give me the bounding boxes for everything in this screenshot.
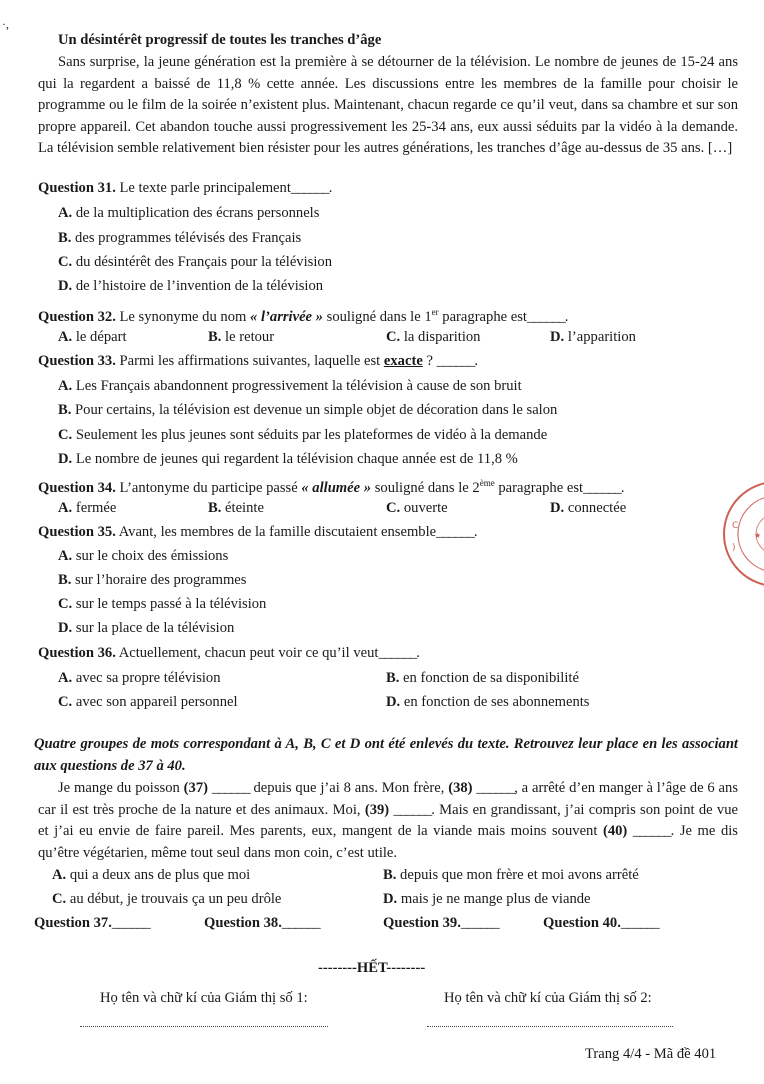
question-label: Question 32. bbox=[38, 308, 116, 325]
option-c: C. sur le temps passé à la télévision bbox=[58, 596, 267, 612]
option-a: A. Les Français abandonnent progressivement la télévision à cause de son bruit bbox=[58, 378, 522, 394]
fill-paragraph: Je mange du poisson (37) ______ depuis que j’ai 8 ans. Mon frère, (38) ______, a arrêté d’en manger à l’âge de 6 ans car il est très proche de la nature et des animaux. Moi, (39) ______. Mais en grandissant, j’ai compris son point de vue et j’ai eu envie de faire pareil. Mes parents, eux, mangent de la viande mais moins souvent (40) ______. Je me dis qu’être végétarien, même tout seul dans mon coin, c’est utile. bbox=[38, 780, 739, 861]
blank-38: (38) bbox=[448, 780, 473, 796]
blank-39: (39) bbox=[364, 801, 390, 818]
option-a: A. le départ bbox=[58, 329, 127, 345]
option-c: C. avec son appareil personnel bbox=[58, 694, 238, 710]
section-instruction: Quatre groupes de mots correspondant à A, B, C et D ont été enlevés du texte. Retrouvez leur place en les associant aux questions de 37 à 40. bbox=[34, 736, 738, 774]
option-b: B. le retour bbox=[208, 329, 275, 345]
option-c: C. ouverte bbox=[386, 500, 448, 516]
option-a: A. sur le choix des émissions bbox=[58, 548, 229, 564]
option-d: D. Le nombre de jeunes qui regardent la télévision chaque année est de 11,8 % bbox=[58, 451, 518, 467]
passage-title: Un désintérêt progressif de toutes les tranches d’âge bbox=[58, 32, 382, 48]
emphasized-word: « allumée » bbox=[301, 479, 372, 496]
svg-text:): ) bbox=[732, 543, 736, 553]
question-label: Question 33. bbox=[38, 353, 116, 369]
official-stamp-icon bbox=[718, 476, 764, 592]
fill-option-a: A. qui a deux ans de plus que moi bbox=[52, 867, 251, 883]
emphasized-word: « l’arrivée » bbox=[250, 308, 323, 325]
edge-mark: ·, bbox=[2, 17, 9, 31]
option-d: D. sur la place de la télévision bbox=[58, 620, 235, 636]
blank-37: (37) bbox=[183, 780, 208, 796]
option-b: B. sur l’horaire des programmes bbox=[58, 572, 247, 588]
answer-blank: ______ bbox=[290, 180, 329, 196]
signature-line-1 bbox=[80, 1026, 328, 1027]
signature-line-2 bbox=[427, 1026, 673, 1027]
question-32: Question 32. Le synonyme du nom « l’arrivée » souligné dans le 1er paragraphe est______. bbox=[38, 307, 569, 325]
underlined-word: exacte bbox=[383, 353, 423, 369]
option-d: D. en fonction de ses abonnements bbox=[386, 694, 590, 710]
answer-blank: ______ bbox=[583, 479, 621, 496]
question-label: Question 35. bbox=[38, 524, 116, 540]
passage-paragraph bbox=[38, 52, 738, 160]
option-d: D. connectée bbox=[550, 500, 627, 516]
option-c: C. la disparition bbox=[386, 329, 481, 345]
fill-option-b: B. depuis que mon frère et moi avons arrêté bbox=[383, 867, 639, 883]
option-b: B. en fonction de sa disponibilité bbox=[386, 670, 579, 686]
question-36: Question 36. Actuellement, chacun peut voir ce qu’il veut______. bbox=[38, 645, 420, 661]
option-d: D. de l’histoire de l’invention de la télévision bbox=[58, 278, 324, 294]
signature-label-1: Họ tên và chữ kí của Giám thị số 1: bbox=[100, 990, 308, 1006]
end-mark: --------HẾT-------- bbox=[318, 960, 426, 976]
svg-text:C: C bbox=[732, 521, 739, 531]
answer-blank: ______ bbox=[436, 353, 475, 369]
option-c: C. du désintérêt des Français pour la télévision bbox=[58, 254, 332, 270]
option-b: B. des programmes télévisés des Français bbox=[58, 230, 302, 246]
option-a: A. fermée bbox=[58, 500, 117, 516]
svg-text:★: ★ bbox=[754, 531, 762, 540]
answer-blank: ______ bbox=[436, 524, 474, 540]
option-b: B. éteinte bbox=[208, 500, 264, 516]
question-label: Question 36. bbox=[38, 645, 116, 661]
question-35: Question 35. Avant, les membres de la famille discutaient ensemble______. bbox=[38, 524, 478, 540]
answer-blank: ______ bbox=[526, 308, 565, 325]
option-a: A. de la multiplication des écrans personnels bbox=[58, 205, 320, 221]
question-33: Question 33. Parmi les affirmations suivantes, laquelle est exacte ? ______. bbox=[38, 353, 479, 369]
question-label: Question 31. bbox=[38, 180, 116, 196]
paragraph-1: Sans surprise, la jeune génération est la première à se détourner de la télévision. Le nombre de jeunes de 15-24 ans qui la regardent a baissé de 11,8 % cette année. Les discussions entre les membres de la famille pour choisir le programme ou le film de la soirée n’existent plus. Maintenant, chacun regarde ce qu’il veut, dans sa chambre et sur son propre appareil. Cet abandon touche aussi progressivement les 25-34 ans, eux aussi séduits par la vidéo à la demande. La télévision semble relativement bien résister pour les autres générations, les tranches d’âge au-dessus de 35 ans. […] bbox=[38, 54, 738, 156]
fill-option-d: D. mais je ne mange plus de viande bbox=[383, 891, 591, 907]
page-footer: Trang 4/4 - Mã đề 401 bbox=[585, 1046, 717, 1062]
answer-blank: ______ bbox=[378, 645, 417, 661]
fill-option-c: C. au début, je trouvais ça un peu drôle bbox=[52, 891, 282, 907]
answer-39: Question 39.______ bbox=[383, 915, 499, 931]
answer-40: Question 40.______ bbox=[543, 915, 659, 931]
signature-label-2: Họ tên và chữ kí của Giám thị số 2: bbox=[444, 990, 652, 1006]
option-a: A. avec sa propre télévision bbox=[58, 670, 221, 686]
question-label: Question 34. bbox=[38, 479, 116, 496]
option-d: D. l’apparition bbox=[550, 329, 636, 345]
answer-38: Question 38.______ bbox=[204, 915, 320, 931]
question-text: Le texte parle principalement bbox=[119, 180, 291, 196]
option-c: C. Seulement les plus jeunes sont séduits par les plateformes de vidéo à la demande bbox=[58, 427, 548, 443]
question-31: Question 31. Le texte parle principalement______. bbox=[38, 180, 333, 196]
blank-40: (40) bbox=[602, 823, 628, 839]
option-b: B. Pour certains, la télévision est devenue un simple objet de décoration dans le salon bbox=[58, 402, 558, 418]
question-34: Question 34. L’antonyme du participe passé « allumée » souligné dans le 2ème paragraphe est______. bbox=[38, 478, 625, 496]
answer-37: Question 37.______ bbox=[34, 915, 150, 931]
